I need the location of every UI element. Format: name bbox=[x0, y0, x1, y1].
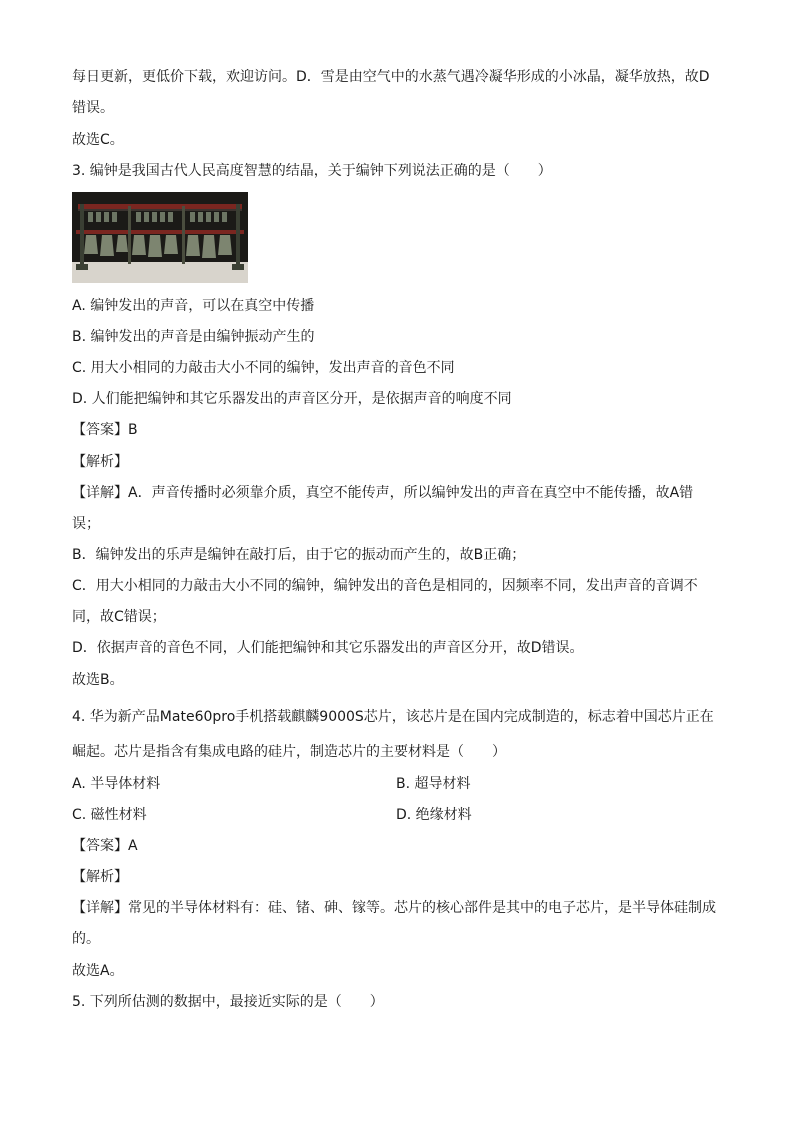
question-3-option-c: C. 用大小相同的力敲击大小不同的编钟，发出声音的音色不同 bbox=[72, 360, 455, 376]
question-3-answer: 【答案】B bbox=[72, 422, 138, 438]
question-4-conclusion: 故选A。 bbox=[72, 963, 124, 979]
question-4-option-d: D. 绝缘材料 bbox=[396, 807, 472, 823]
question-4-stem: 4. 华为新产品Mate60pro手机搭载麒麟9000S芯片，该芯片是在国内完成制造的，标志着中国芯片正在 bbox=[72, 709, 714, 725]
question-3-detail: B．编钟发出的乐声是编钟在敲打后，由于它的振动而产生的，故B正确； bbox=[72, 547, 526, 563]
question-4-stem: 崛起。芯片是指含有集成电路的硅片，制造芯片的主要材料是（ ） bbox=[72, 744, 506, 760]
question-3-detail: C．用大小相同的力敲击大小不同的编钟，编钟发出的音色是相同的，因频率不同，发出声音的音调不 bbox=[72, 578, 698, 594]
question-4-detail: 的。 bbox=[72, 931, 100, 947]
conclusion-line: 故选C。 bbox=[72, 132, 124, 148]
question-3-conclusion: 故选B。 bbox=[72, 672, 124, 688]
question-4-option-a: A. 半导体材料 bbox=[72, 776, 161, 792]
chime-bells-illustration bbox=[72, 192, 248, 283]
question-4-detail: 【详解】常见的半导体材料有：硅、锗、砷、镓等。芯片的核心部件是其中的电子芯片，是半导体硅制成 bbox=[72, 900, 716, 916]
question-4-option-b: B. 超导材料 bbox=[396, 776, 471, 792]
question-4-answer: 【答案】A bbox=[72, 838, 138, 854]
question-4-analysis-heading: 【解析】 bbox=[72, 869, 128, 885]
question-3-detail: D．依据声音的音色不同，人们能把编钟和其它乐器发出的声音区分开，故D错误。 bbox=[72, 640, 584, 656]
text-line: 每日更新，更低价下载，欢迎访问。D．雪是由空气中的水蒸气遇冷凝华形成的小冰晶，凝华放热，故D bbox=[72, 69, 710, 85]
question-3-option-b: B. 编钟发出的声音是由编钟振动产生的 bbox=[72, 329, 315, 345]
question-5-stem: 5. 下列所估测的数据中，最接近实际的是（ ） bbox=[72, 994, 384, 1010]
question-3-detail: 误； bbox=[72, 516, 100, 532]
question-3-option-a: A. 编钟发出的声音，可以在真空中传播 bbox=[72, 298, 315, 314]
question-3-stem: 3. 编钟是我国古代人民高度智慧的结晶，关于编钟下列说法正确的是（ ） bbox=[72, 163, 552, 179]
question-3-detail: 【详解】A．声音传播时必须靠介质，真空不能传声，所以编钟发出的声音在真空中不能传播，故A错 bbox=[72, 485, 694, 501]
question-3-detail: 同，故C错误； bbox=[72, 609, 166, 625]
question-3-analysis-heading: 【解析】 bbox=[72, 454, 128, 470]
question-4-option-c: C. 磁性材料 bbox=[72, 807, 147, 823]
question-3-option-d: D. 人们能把编钟和其它乐器发出的声音区分开，是依据声音的响度不同 bbox=[72, 391, 512, 407]
bianzhong-photo bbox=[72, 192, 248, 283]
text-line: 错误。 bbox=[72, 100, 114, 116]
